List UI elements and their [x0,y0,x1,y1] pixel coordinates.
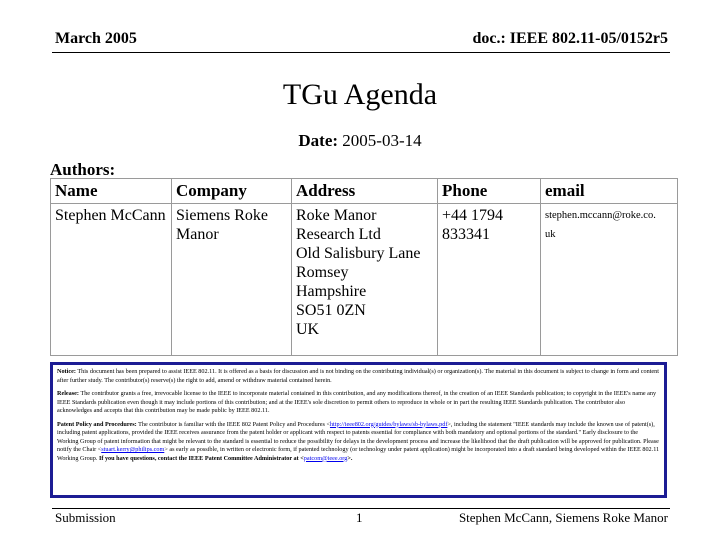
cell-phone [438,204,541,356]
page-title: TGu Agenda [282,78,438,111]
bylaws-link[interactable]: http://ieee802.org/guides/bylaws/sb-bylaws.pdf [329,420,448,428]
patent-text: The contributor is familiar with the IEEE 802 Patent Policy and Procedures < [138,420,330,428]
header-doc-id: doc.: IEEE 802.11-05/0152r5 [472,30,668,47]
table-row [51,204,678,356]
notice-box [50,362,667,498]
header-rule [52,52,670,53]
cell-name [51,204,172,356]
patent-label: Patent Policy and Procedures: [57,420,137,428]
patcom-email-link[interactable]: patcom@ieee.org [303,454,348,462]
footer-submission: Submission [55,510,116,525]
notice-label: Notice: [57,368,76,375]
chair-email-link[interactable]: stuart.kerry@philips.com [101,446,165,453]
col-header-company: Company [172,179,292,204]
cell-address [292,204,438,356]
authors-label: Authors: [50,160,116,179]
page-number: 1 [356,510,363,525]
date-value: 2005-03-14 [342,131,422,150]
email-line: uk [545,229,556,240]
address-line: SO51 0ZN [296,302,366,319]
col-header-phone: Phone [438,179,541,204]
name-line: Stephen McCann [55,207,166,224]
address-line: Romsey [296,264,349,281]
table-header-row [51,179,678,204]
patent-text: > as early as possible, in written or electronic form, if patented technology (or technology under patent application) might be incorporated into a draft standard being developed within the IEEE 802.11 Working Group. [57,446,660,462]
col-header-address: Address [292,179,438,204]
footer-rule [52,508,670,509]
col-header-name: Name [51,179,172,204]
col-header-email: email [541,179,678,204]
phone-line: +44 1794 [442,207,504,224]
patent-contact-end: >. [347,454,353,462]
address-line: Research Ltd [296,226,381,243]
email-line: stephen.mccann@roke.co. [545,210,656,221]
address-line: Roke Manor [296,207,377,224]
patent-paragraph [57,421,660,464]
company-line: Siemens Roke [176,207,268,224]
cell-email [541,204,678,356]
release-paragraph [57,390,660,416]
patent-text: >, including the statement "IEEE standards may include the known use of patent(s), including patent applications, provided the IEEE receives assurance from the patent holder or applicant with respect to patents essential for compliance with both mandatory and optional portions of the standard." Early disclosure to the Working Group of patent information that might be relevant to the standard is essential to reduce the possibility for delays in the development process and increase the likelihood that the draft publication will be approved for publication. Please notify the Chair < [57,420,659,453]
address-line: Old Salisbury Lane [296,245,421,262]
authors-table [50,178,678,356]
notice-paragraph [57,368,660,385]
date-line [0,131,720,151]
phone-line: 833341 [442,226,490,243]
release-text: The contributor grants a free, irrevocable license to the IEEE to incorporate material contained in this contribution, and any modifications thereof, in the creation of an IEEE Standards publication; to copyright in the IEEE's name any IEEE Standards publication even though it may include portions of this contribution; and at the IEEE's sole discretion to permit others to reproduce in whole or in part the resulting IEEE Standards publication. The contributor also acknowledges and accepts that this contribution may be made public by IEEE 802.11. [57,390,657,414]
cell-company [172,204,292,356]
company-line: Manor [176,226,219,243]
release-label: Release: [57,390,79,397]
footer-author: Stephen McCann, Siemens Roke Manor [458,510,668,525]
address-line: UK [296,321,320,338]
patent-contact-text: If you have questions, contact the IEEE Patent Committee Administrator at < [98,454,304,462]
address-line: Hampshire [296,283,367,300]
notice-text: This document has been prepared to assist IEEE 802.11. It is offered as a basis for discussion and is not binding on the contributing individual(s) or organization(s). The material in this document is subject to change in form and content after further study. The contributor(s) reserve(s) the right to add, amend or withdraw material contained herein. [57,368,659,384]
header-date: March 2005 [55,30,137,47]
date-label: Date: [298,131,339,150]
